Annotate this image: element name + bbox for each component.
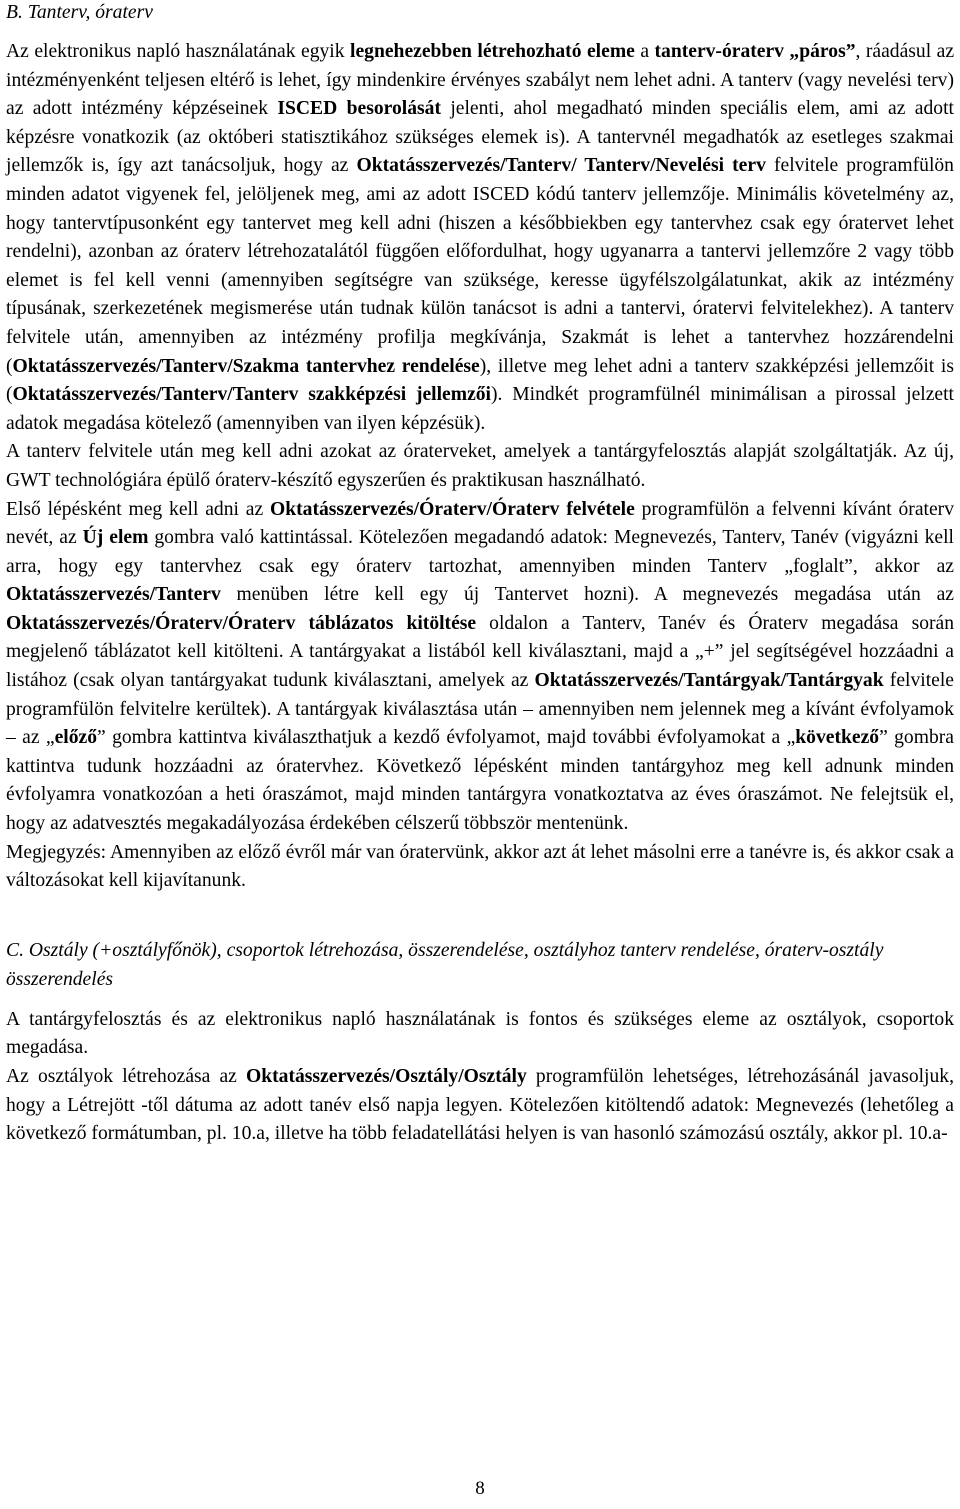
section-c-paragraph-1: A tantárgyfelosztás és az elektronikus napló használatának is fontos és szükséges eleme az osztályok, csoportok megadása. — [6, 1008, 954, 1059]
section-b-heading: B. Tanterv, óraterv — [6, 2, 153, 23]
section-c-paragraph-2: Az osztályok létrehozása az Oktatásszervezés/Osztály/Osztály programfülön lehetséges, létrehozásánál javasoljuk, hogy a Létrejött -től dátuma az adott tanév első napja legyen. Kötelezően kitöltendő adatok: Megnevezés (lehetőleg a következő formátumban, pl. 10.a, illetve ha több feladatellátási helyen is van hasonló számozású osztály, akkor pl. 10.a- — [6, 1066, 954, 1145]
section-b-note: Megjegyzés: Amennyiben az előző évről már van óratervünk, akkor azt át lehet másolni erre a tanévre is, és akkor csak a változásokat kell kijavítanunk. — [6, 841, 954, 892]
section-b-paragraph-2: A tanterv felvitele után meg kell adni azokat az óraterveket, amelyek a tantárgyfelosztás alapját szolgáltatják. Az új, GWT technológiára épülő óraterv-készítő egyszerűen és praktikusan használható. — [6, 441, 954, 491]
page-number: 8 — [475, 1478, 485, 1499]
section-b-paragraph-3: Első lépésként meg kell adni az Oktatásszervezés/Óraterv/Óraterv felvétele programfülön a felvenni kívánt óraterv nevét, az Új elem gombra való kattintással. Kötelezően megadandó adatok: Megnevezés, Tanterv, Tanév (vigyázni kell arra, hogy egy tantervhez csak egy óraterv tartozhat, amennyiben minden Tanterv „foglalt”, akkor az Oktatásszervezés/Tanterv menüben létre kell egy új Tantervet hozni). A megnevezés megadása után az Oktatásszervezés/Óraterv/Óraterv táblázatos kitöltése oldalon a Tanterv, Tanév és Óraterv megadása során megjelenő táblázatot kell kitölteni. A tantárgyakat a listából kell kiválasztani, majd a „+” jel segítségével hozzáadni a listához (csak olyan tantárgyakat tudunk kiválasztani, amelyek az Oktatásszervezés/Tantárgyak/Tantárgyak felvitele programfülön felvitelre kerültek). A tantárgyak kiválasztása után – amennyiben nem jelennek meg a kívánt évfolyamok – az „előző” gombra kattintva kiválaszthatjuk a kezdő évfolyamot, majd további évfolyamokat a „következő” gombra kattintva tudunk hozzáadni az óratervhez. Következő lépésként minden tantárgyhoz meg kell adnunk minden évfolyamra vonatkozóan a heti óraszámot, majd minden tantárgyra vonatkoztatva az éves óraszámot. Ne felejtsük el, hogy az adatvesztés megakadályozása érdekében célszerű többször mentenünk. — [6, 498, 955, 835]
section-b-paragraph-1: Az elektronikus napló használatának egyik legnehezebben létrehozható eleme a tanterv-óraterv „páros”, ráadásul az intézményenként teljesen eltérő is lehet, így mindenkire érvényes szabályt nem lehet adni. A tanterv (vagy nevelési terv) az adott intézmény képzéseinek ISCED besorolását jelenti, ahol megadható minden speciális elem, ami az adott képzésre vonatkozik (az októberi statisztikához szükséges elemek is). A tantervnél megadhatók az esetleges szakmai jellemzők is, így azt tanácsoljuk, hogy az Oktatásszervezés/Tanterv/ Tanterv/Nevelési terv felvitele programfülön minden adatot vigyenek fel, jelöljenek meg, ami az adott ISCED kódú tanterv jellemzője. Minimális követelmény az, hogy tantervtípusonként egy tantervet meg kell adni (hiszen a későbbiekben egy tantervhez csak egy óratervet lehet rendelni), azonban az óraterv létrehozatalától függően előfordulhat, hogy ugyanarra a tantervi jellemzőre 2 vagy több elemet is fel kell venni (amennyiben segítségre van szüksége, keresse ügyfélszolgálatunkat, akik az intézmény típusának, szerkezetének megismerése után tudnak külön tanácsot is adni a tantervi, óratervi felvitelekhez). A tanterv felvitele után, amennyiben az intézmény profilja megkívánja, Szakmát is lehet a tantervhez hozzárendelni (Oktatásszervezés/Tanterv/Szakma tantervhez rendelése), illetve meg lehet adni a tanterv szakképzési jellemzőit is (Oktatásszervezés/Tanterv/Tanterv szakképzési jellemzői). Mindkét programfülnél minimálisan a pirossal jelzett adatok megadása kötelező (amennyiben van ilyen képzésük). — [6, 41, 955, 434]
document-page — [6, 0, 954, 1149]
section-c-heading: C. Osztály (+osztályfőnök), csoportok létrehozása, összerendelése, osztályhoz tanterv rendelése, óraterv-osztály összerendelés — [6, 939, 884, 990]
